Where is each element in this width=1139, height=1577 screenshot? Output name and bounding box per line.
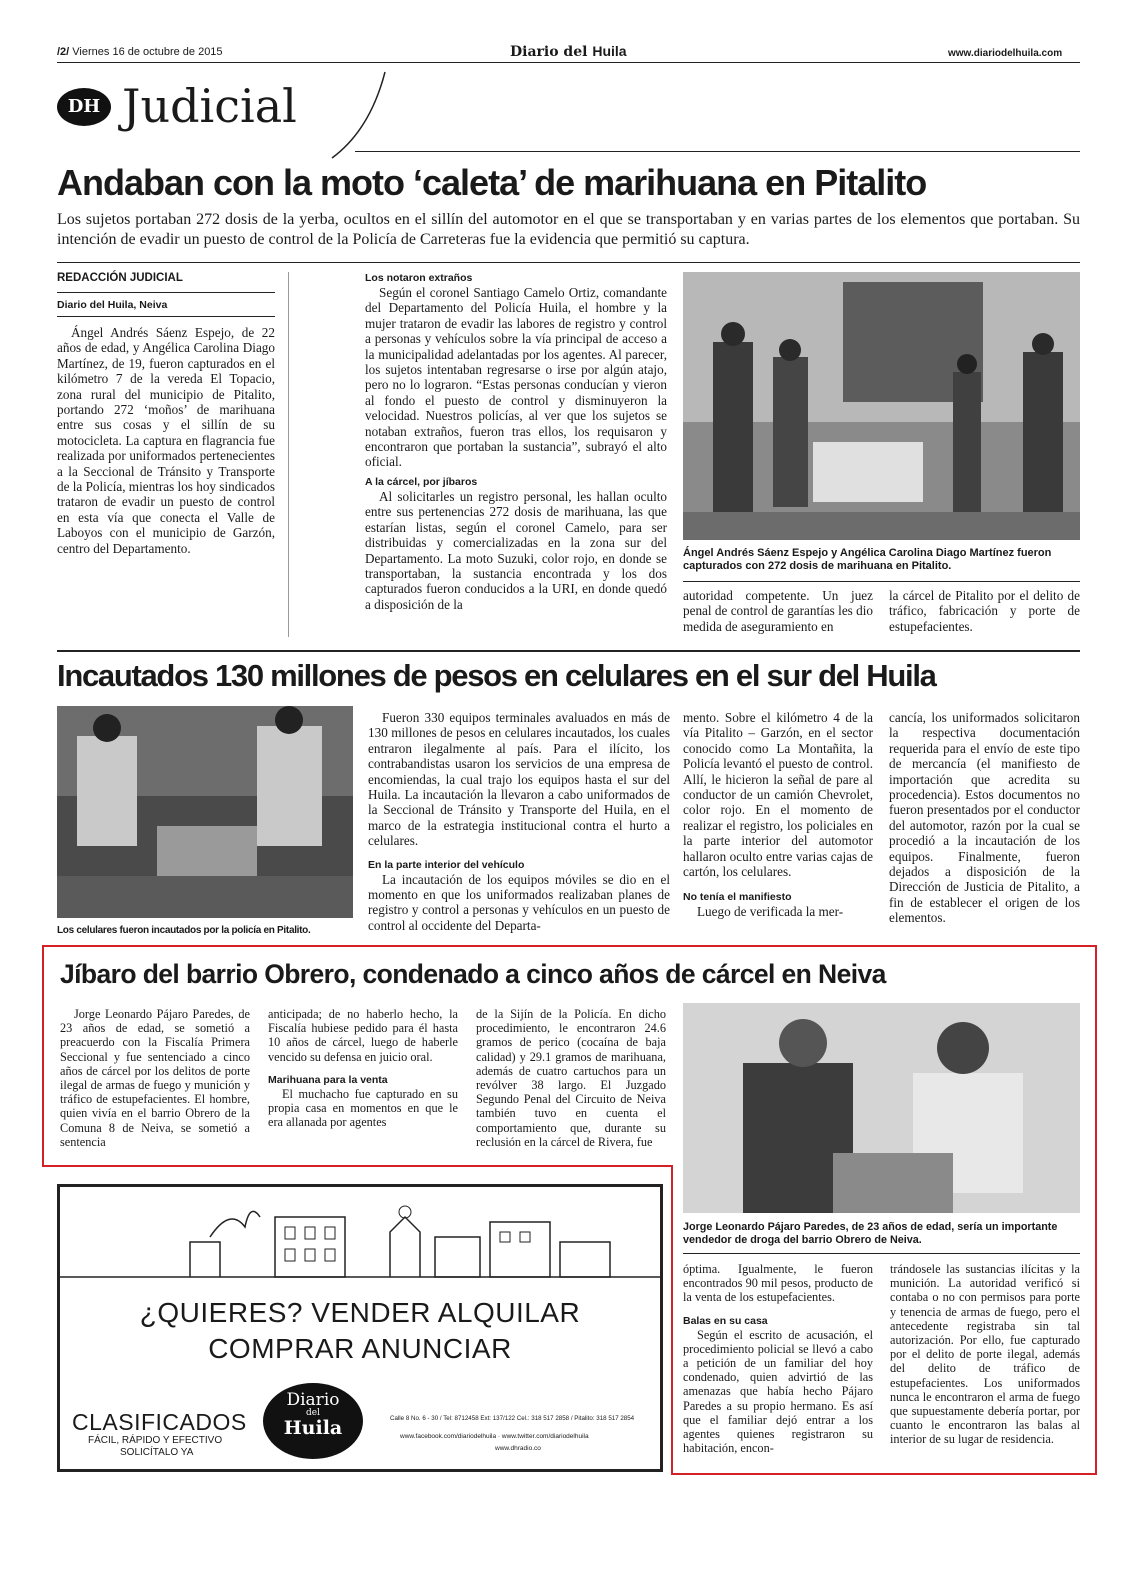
paragraph: El muchacho fue capturado en su propia casa en momentos en que le era allanada por agentes bbox=[268, 1086, 458, 1130]
ad-logo-mid: del bbox=[306, 1408, 320, 1418]
paragraph: Según el escrito de acusación, el procedimiento policial se llevó a cabo a petición de un familiar del hoy condenado, quien advirtió de las amenazas que había hecho Pájaro Paredes a su propio hermano. Es así que el familiar dejó entrar a los agentes quienes registraron su habitación, encon- bbox=[683, 1327, 873, 1456]
section-logo-text: DH bbox=[67, 96, 101, 117]
section-swoosh bbox=[330, 70, 390, 160]
folio-website: www.diariodelhuila.com bbox=[948, 48, 1063, 59]
classifieds-ad[interactable] bbox=[57, 1184, 663, 1472]
article3-highlight-box-step bbox=[42, 1165, 673, 1167]
ad-line-2: COMPRAR ANUNCIAR bbox=[208, 1333, 512, 1364]
article1-column-4 bbox=[889, 588, 1080, 634]
article2-col1a-text bbox=[368, 710, 670, 849]
article3-column-1 bbox=[60, 1007, 250, 1149]
article2-column-1 bbox=[368, 710, 670, 933]
article1-column-3 bbox=[683, 588, 873, 634]
section-title: Judicial bbox=[122, 79, 297, 133]
article2-subhead-1: En la parte interior del vehículo bbox=[368, 858, 525, 871]
article1-byline: REDACCIÓN JUDICIAL bbox=[57, 272, 183, 284]
article1-bottom-rule bbox=[57, 650, 1080, 652]
folio-date: Viernes 16 de octubre de 2015 bbox=[72, 46, 223, 58]
article2-column-3 bbox=[889, 710, 1080, 926]
article1-col2b-text bbox=[365, 489, 667, 612]
article3-column-3 bbox=[476, 1007, 666, 1149]
article2-photo bbox=[57, 706, 353, 918]
article2-photo-caption: Los celulares fueron incautados por la policía en Pitalito. bbox=[57, 925, 311, 936]
article3-headline: Jíbaro del barrio Obrero, condenado a cinco años de cárcel en Neiva bbox=[60, 959, 886, 989]
ad-logo bbox=[263, 1383, 363, 1459]
paragraph: Jorge Leonardo Pájaro Paredes, de 23 años de edad, se sometió a preacuerdo con la Fiscalía Primera Seccional y fue sentenciado a cinco años de cárcel por los delitos de porte ilegal de armas de fuego y munición y tráfico de estupefacientes. El hombre, quien vivía en el barrio Obrero de la Comuna 8 de Neiva, se sometió a sentencia bbox=[60, 1007, 250, 1149]
ad-line-1: ¿QUIERES? VENDER ALQUILAR bbox=[139, 1297, 581, 1328]
paragraph: cancía, los uniformados solicitaron la respectiva documentación requerida para el envío de este tipo de mercancía (el manifiesto de importación que acredita su procedencia). Estos documentos no fueron presentados por el conductor del automotor, razón por la cual se procedió a la incautación de los equipos. Finalmente, fueron dejados a disposición de la Dirección de Justicia de Pitalito, a fin de establecer el origen de los elementos. bbox=[889, 710, 1080, 926]
paragraph: anticipada; de no haberlo hecho, la Fiscalía hubiese pedido para él hasta 10 años de cárcel, luego de haberle vencido su defensa en juicio oral. bbox=[268, 1007, 458, 1064]
article3-photo bbox=[683, 1003, 1080, 1213]
paragraph: trándosele las sustancias ilícitas y la munición. La autoridad verificó si contaba o no con permisos para porte y tenencia de armas de fuego, pero el antecedente registraba sin tal autorización. Por ello, fue capturado por el delito de porte ilegal, además del delito de tráfico de estupefacientes. Los uniformados nunca le encontraron el arma de fuego que supuestamente debería portar, por cuanto le encontraron las balas al interior de su lugar de residencia. bbox=[890, 1262, 1080, 1447]
section-rule bbox=[355, 151, 1080, 152]
article1-top-rule bbox=[57, 262, 1080, 263]
article2-col1b-text bbox=[368, 872, 670, 934]
byline-rule bbox=[57, 292, 275, 293]
article1-dateline: Diario del Huila, Neiva bbox=[57, 299, 168, 311]
ad-logo-top: Diario bbox=[286, 1390, 340, 1410]
article1-photo bbox=[683, 272, 1080, 540]
article2-column-2 bbox=[683, 710, 873, 920]
article3-caption-rule bbox=[683, 1253, 1080, 1254]
paragraph: autoridad competente. Un juez penal de control de garantías les dio medida de aseguramiento en bbox=[683, 588, 873, 634]
article3-photo-caption: Jorge Leonardo Pájaro Paredes, de 23 años de edad, sería un importante vendedor de droga del barrio Obrero de Neiva. bbox=[683, 1221, 1058, 1246]
ad-clasificados: CLASIFICADOS bbox=[72, 1409, 247, 1435]
article2-subhead-2: No tenía el manifiesto bbox=[683, 891, 792, 904]
paragraph: la cárcel de Pitalito por el delito de tráfico, fabricación y porte de estupefacientes. bbox=[889, 588, 1080, 634]
paragraph: mento. Sobre el kilómetro 4 de la vía Pitalito – Garzón, en el sector conocido como La Montañita, la Policía levantó el puesto de control. Allí, le hicieron la señal de pare al conductor de un camión Chevrolet, color rojo. En el momento de realizar el registro, los policiales en la parte interior del automotor hallaron oculto entre varias cajas de cartón, los celulares. bbox=[683, 710, 873, 880]
paragraph: Luego de verificada la mer- bbox=[697, 904, 844, 920]
ad-contact-2[interactable]: www.facebook.com/diariodelhuila · www.twitter.com/diariodelhuila bbox=[400, 1433, 589, 1440]
folio-rule bbox=[57, 62, 1080, 63]
page-number: /2/ bbox=[57, 46, 70, 58]
col-divider bbox=[288, 272, 289, 637]
folio-page-date bbox=[57, 46, 223, 58]
article1-photo-caption: Ángel Andrés Sáenz Espejo y Angélica Carolina Diago Martínez fueron capturados con 272 dosis de marihuana en Pitalito. bbox=[683, 547, 1052, 572]
article1-subhead-2: A la cárcel, por jíbaros bbox=[365, 475, 478, 488]
article3-col4b-text bbox=[683, 1328, 873, 1456]
article3-column-4 bbox=[683, 1262, 873, 1455]
article1-headline: Andaban con la moto ‘caleta’ de marihuana en Pitalito bbox=[57, 162, 927, 203]
paragraph: de la Sijín de la Policía. En dicho procedimiento, le encontraron 24.6 gramos de perico (cocaína de baja calidad) y 29.1 gramos de marihuana, además de cuatro cartuchos para un revólver 38 largo. El Juzgado Segundo Penal del Circuito de Neiva también tuvo en cuenta el comportamiento que, durante su reclusión en la cárcel de Rivera, fue bbox=[476, 1007, 666, 1149]
article1-column-1 bbox=[57, 272, 275, 556]
article1-deck: Los sujetos portaban 272 dosis de la yerba, ocultos en el sillín del automotor en el que se transportaban y en varias partes de los elementos que portaban. Su intención de evadir un puesto de control de la Policía de Carreteras fue la evidencia que permitió su captura. bbox=[57, 211, 1080, 248]
ad-tagline-1: FÁCIL, RÁPIDO Y EFECTIVO bbox=[88, 1435, 223, 1446]
article2-headline: Incautados 130 millones de pesos en celulares en el sur del Huila bbox=[57, 658, 936, 693]
ad-tagline-2: SOLICÍTALO YA bbox=[120, 1447, 194, 1458]
paragraph: Al solicitarles un registro personal, les hallan oculto entre sus pertenencias 272 dosis de marihuana, las que estarían listas, según el coronel Camelo, para ser distribuidas y comercializadas en la zona sur del Departamento. La moto Suzuki, color rojo, en donde se transportaban, la sustancia encontrada y los dos capturados fueron conducidos a la URI, en donde quedó a disposición de la bbox=[365, 488, 667, 612]
article3-col2a-text bbox=[268, 1007, 458, 1064]
section-logo-dh bbox=[57, 88, 111, 126]
article1-col2a-text bbox=[365, 285, 667, 470]
article1-col1-text bbox=[57, 325, 275, 556]
ad-logo-bottom: Huila bbox=[283, 1417, 343, 1439]
article3-column-2 bbox=[268, 1007, 458, 1129]
ad-contact-3[interactable]: www.dhradio.co bbox=[495, 1445, 541, 1452]
skyline-illustration bbox=[60, 1187, 660, 1287]
dateline-rule bbox=[57, 316, 275, 317]
masthead-prefix: Diario del bbox=[510, 44, 588, 60]
masthead-small bbox=[510, 43, 627, 60]
article3-subhead-2: Balas en su casa bbox=[683, 1314, 768, 1327]
article3-column-5 bbox=[890, 1262, 1080, 1447]
masthead-name: Huila bbox=[592, 43, 627, 59]
article2-col2b-text bbox=[683, 904, 873, 919]
article3-subhead-1: Marihuana para la venta bbox=[268, 1073, 388, 1086]
article2-col2a-text bbox=[683, 710, 873, 879]
article1-column-2 bbox=[365, 272, 667, 612]
paragraph: Ángel Andrés Sáenz Espejo, de 22 años de edad, y Angélica Carolina Diago Martínez, de 19, fueron capturados en el kilómetro 7 de la vereda El Topacio, zona rural del municipio de Pitalito, portando 272 ‘moños’ de marihuana entre sus cosas y el sillín de su motocicleta. La captura en flagrancia fue realizada por uniformados pertenecientes a la Seccional de Tránsito y Transporte de la Policía, mientras los hoy sindicados trataron de evadir un puesto de control en esta vía que conecta el Valle de Laboyos con el municipio de Garzón, centro del Departamento. bbox=[57, 325, 275, 556]
paragraph: Según el coronel Santiago Camelo Ortiz, comandante del Departamento del Policía Huila, el hombre y la mujer trataron de evadir las labores de registro y control a personas y vehículos sobre la vía principal de acceso a la municipalidad adelantadas por los agentes. Al parecer, los sujetos intentaban regresarse o irse por algún atajo, pero no lo lograron. “Estas personas conducían y vieron al fondo el puesto de control y disminuyeron la velocidad. Nuestros policías, al ver que los sujetos se notaban extraños, fueron tras ellos, los requisaron y encontraron que portaban la sustancia”, subrayó el alto oficial. bbox=[365, 285, 667, 470]
caption-rule bbox=[683, 581, 1080, 582]
article1-subhead-1: Los notaron extraños bbox=[365, 272, 473, 284]
article3-col2b-text bbox=[268, 1087, 458, 1130]
paragraph: óptima. Igualmente, le fueron encontrados 90 mil pesos, producto de la venta de los estupefacientes. bbox=[683, 1262, 873, 1305]
paragraph: La incautación de los equipos móviles se dio en el momento en que los uniformados realizaban planes de registro y control a personas y vehículos en un puesto de control al occidente del Departa- bbox=[368, 871, 670, 933]
article3-col4a-text bbox=[683, 1262, 873, 1305]
ad-contact-1: Calle 8 No. 6 - 30 / Tel: 8712458 Ext: 137/122 Cel.: 318 517 2858 / Pitalito: 318 517 2854 bbox=[390, 1415, 635, 1422]
paragraph: Fueron 330 equipos terminales avaluados en más de 130 millones de pesos en celulares incautados, los cuales entraron ilegalmente al país. Para el ilícito, los contrabandistas usaron los servicios de una empresa de encomiendas, la cual trajo los equipos hasta el sur del Huila. La incautación la llevaron a cabo uniformados de la Seccional de Tránsito y Transporte del Huila, en el marco de la estrategia institucional contra el hurto a celulares. bbox=[368, 710, 670, 849]
